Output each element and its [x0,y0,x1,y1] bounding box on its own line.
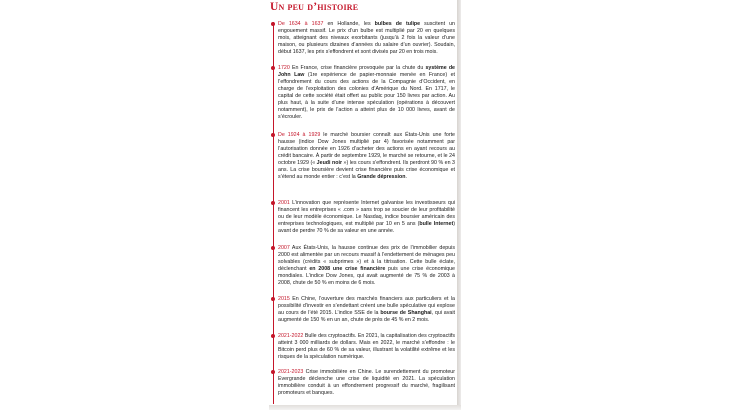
entry-text-segment: . [405,173,407,180]
timeline-entry [278,132,455,181]
timeline-dot-icon [271,201,275,205]
panel-shadow-bottom [269,405,461,410]
entry-highlight: Jeudi noir [316,159,343,166]
entry-date: De 1634 à 1637 [278,21,324,27]
timeline-line [273,22,274,404]
entry-text-segment: puis une crise économique mondiales. L’indice Dow Jones, qui avait augmenté de 75 % de 2003 à 2008, chute de 50 % en moins de 6 mois. [278,265,455,286]
timeline-entry [278,333,455,361]
entry-text-segment: Bulle des cryptoactifs. En 2021, la capitalisation des cryptoactifs atteint 3 000 milliards de dollars. Mais en 2022, le marché s’effondre : le Bitcoin perd plus de 60 % de sa valeur, illustrant la volatilité extrême et les risques de la spéculation numérique. [278,333,455,360]
timeline-entry [278,65,455,121]
entry-text [278,245,455,286]
entry-text-segment: ») les cours s’effondrent. Ils perdront 90 % en 3 ans. La crise boursière devient crise financière puis crise économique et s’étend au monde entier : c’est la [278,159,455,180]
entry-text-segment: En France, crise financière provoquée par la chute du [289,65,426,71]
entry-highlight: Grande dépression [357,173,406,180]
entry-text-segment: ) avant de perdre 70 % de sa valeur en une année. [278,220,455,234]
timeline-entry [278,369,455,397]
entry-date: 2021-2022 [278,333,304,339]
timeline-dot-icon [271,370,275,374]
timeline-dot-icon [271,66,275,70]
entry-date: 1720 [278,65,290,71]
entry-highlight: système de John Law [278,65,455,78]
entry-text [278,200,455,234]
timeline-dot-icon [271,334,275,338]
timeline-entry [278,21,455,56]
timeline-dot-icon [271,246,275,250]
entry-text [278,132,455,180]
entry-text-segment: , qui avait augmenté de 150 % en un an, chute de près de 45 % en 2 mois. [278,309,455,323]
page-title: Un peu d’histoire [270,1,359,13]
entry-date: 2007 [278,245,290,251]
panel-shadow-right [457,0,461,410]
entry-highlight: bulbes de tulipe [374,21,421,27]
entry-text-segment: Crise immobilière en Chine. Le surendettement du promoteur Evergrande déclenche une crise de liquidité en 2021. La spéculation immobilière conduit à un effondrement progressif du marché, fragilisant promoteurs et banques. [278,369,455,396]
entry-highlight: bulle Internet [419,220,454,227]
entry-date: De 1924 à 1929 [278,132,321,138]
timeline-dot-icon [271,22,275,26]
entry-text-segment: (1re expérience de papier-monnaie menée en France) et l’effondrement du cours des actions de la Compagnie d’Occident, en charge de l’exploitation des colonies d’Amérique du Nord. En 1717, le capital de cette société était offert au public pour 150 livres par action. Au plus haut, à la suite d’une intense spéculation (opérations à découvert notamment), le prix de l’action a atteint plus de 10 000 livres, avant de s’écrouler. [278,71,455,120]
entry-text [278,296,455,323]
timeline-dot-icon [271,133,275,137]
timeline-dot-icon [271,297,275,301]
entry-text-segment: En Chine, l’ouverture des marchés financiers aux particuliers et la possibilité d’investir en s’endettant créent une bulle spéculative qui explose au cours de l’été 2015. L’indice SSE de la [278,296,455,316]
entry-text [278,369,455,396]
entry-date: 2001 [278,200,290,206]
entry-text [278,333,455,360]
entry-date: 2015 [278,296,290,302]
timeline-entry [278,296,455,324]
entry-text [278,65,455,120]
entry-text-segment: en Hollande, les [323,21,375,27]
entry-text-segment: le marché boursier connaît aux États-Unis une forte hausse (indice Dow Jones multiplié par 4) favorisée notamment par l’autorisation donnée en 1926 d’acheter des actions en ayant recours au crédit bancaire. À partir de septembre 1929, le marché se retourne, et le 24 octobre 1929 (« [278,132,456,166]
entry-highlight: bourse de Shanghai [380,309,432,316]
entry-text-segment: suscitent un engouement massif. Le prix d’un bulbe est multiplié par 20 en quelques mois, atteignant des niveaux exorbitants (jusqu’à 2 fois la valeur d’une maison, ou plusieurs dizaines d’années du salaire d’un ouvrier). Soudain, début 1637, les prix s’effondrent et sont divisés par 20 en trois mois. [278,21,455,55]
entry-text-segment: Aux États-Unis, la hausse continue des prix de l’immobilier depuis 2000 est alimentée par un recours massif à l’endettement de ménages peu solvables (crédits « subprimes ») et à la titrisation. Cette bulle éclate, déclenchant [278,245,455,272]
entry-date: 2021-2023 [278,369,304,375]
timeline-entry [278,245,455,287]
entry-highlight: en 2008 une crise financière [309,265,386,272]
timeline-entry [278,200,455,235]
entry-text-segment: L’innovation que représente Internet galvanise les investisseurs qui financent les entreprises « .com » sans trop se soucier de leur profitabilité ou de leur modèle économique. Le Nasdaq, indice boursier américain des entreprises technologiques, est multiplié par 10 en 5 ans ( [278,200,455,227]
